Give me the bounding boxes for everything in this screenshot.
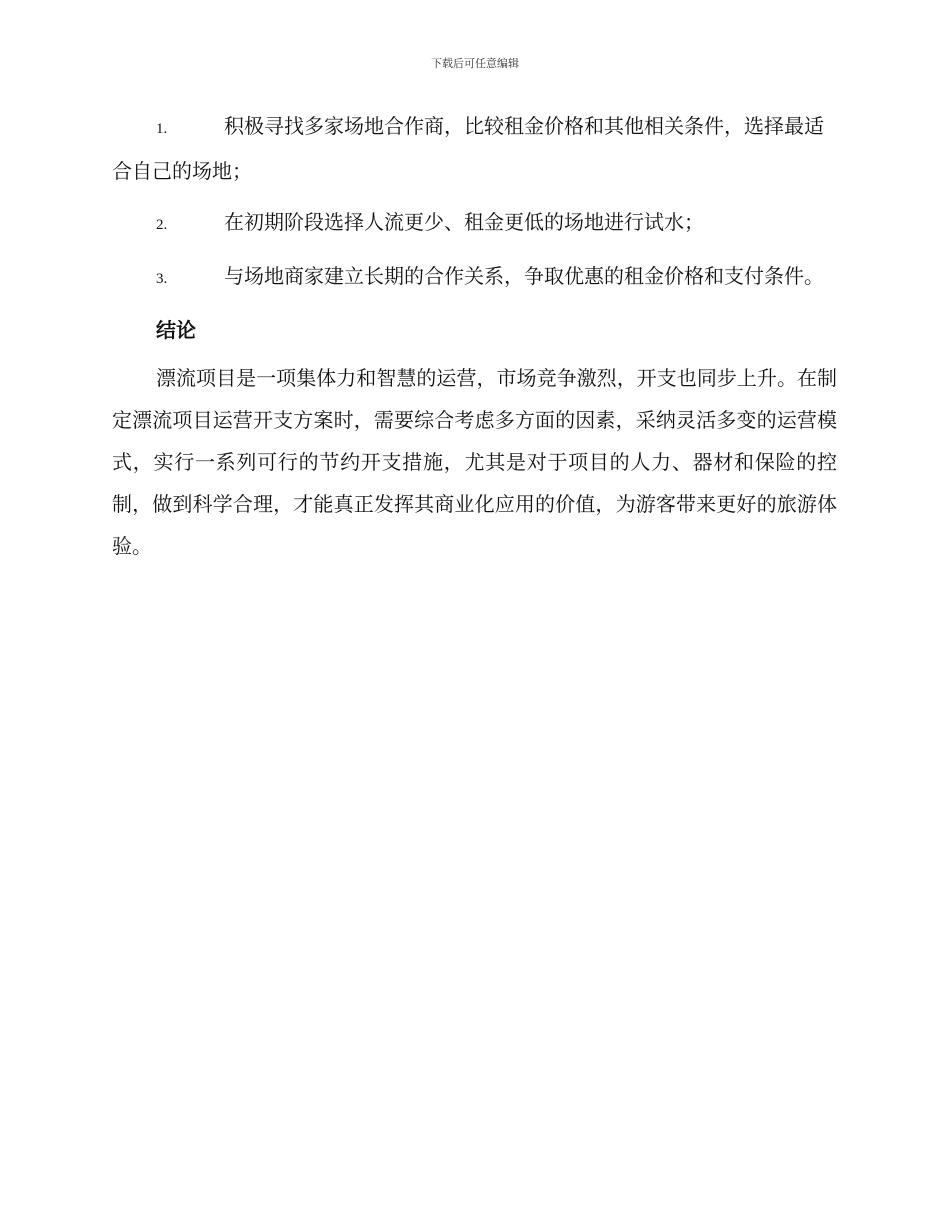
header-note: 下载后可任意编辑: [431, 57, 519, 70]
conclusion-heading: 结论: [156, 318, 196, 342]
conclusion-paragraph: 漂流项目是一项集体力和智慧的运营，市场竞争激烈，开支也同步上升。在制定漂流项目运营开支方案时，需要综合考虑多方面的因素，采纳灵活多变的运营模式，实行一系列可行的节约开支措施，尤其是对于项目的人力、器材和保险的控制，做到科学合理，才能真正发挥其商业化应用的价值，为游客带来更好的旅游体验。: [112, 366, 837, 558]
list-item: [112, 105, 837, 192]
list-item: [112, 201, 837, 246]
list-text: 在初期阶段选择人流更少、租金更低的场地进行试水；: [224, 210, 704, 234]
list-number: 2.: [156, 217, 168, 233]
list-text: 积极寻找多家场地合作商，比较租金价格和其他相关条件，选择最适合自己的场地；: [112, 114, 824, 183]
list-number: 3.: [156, 271, 168, 287]
list-item: [112, 255, 837, 300]
document-content: [112, 105, 837, 567]
list-number: 1.: [156, 121, 168, 137]
list-text: 与场地商家建立长期的合作关系，争取优惠的租金价格和支付条件。: [224, 264, 824, 288]
